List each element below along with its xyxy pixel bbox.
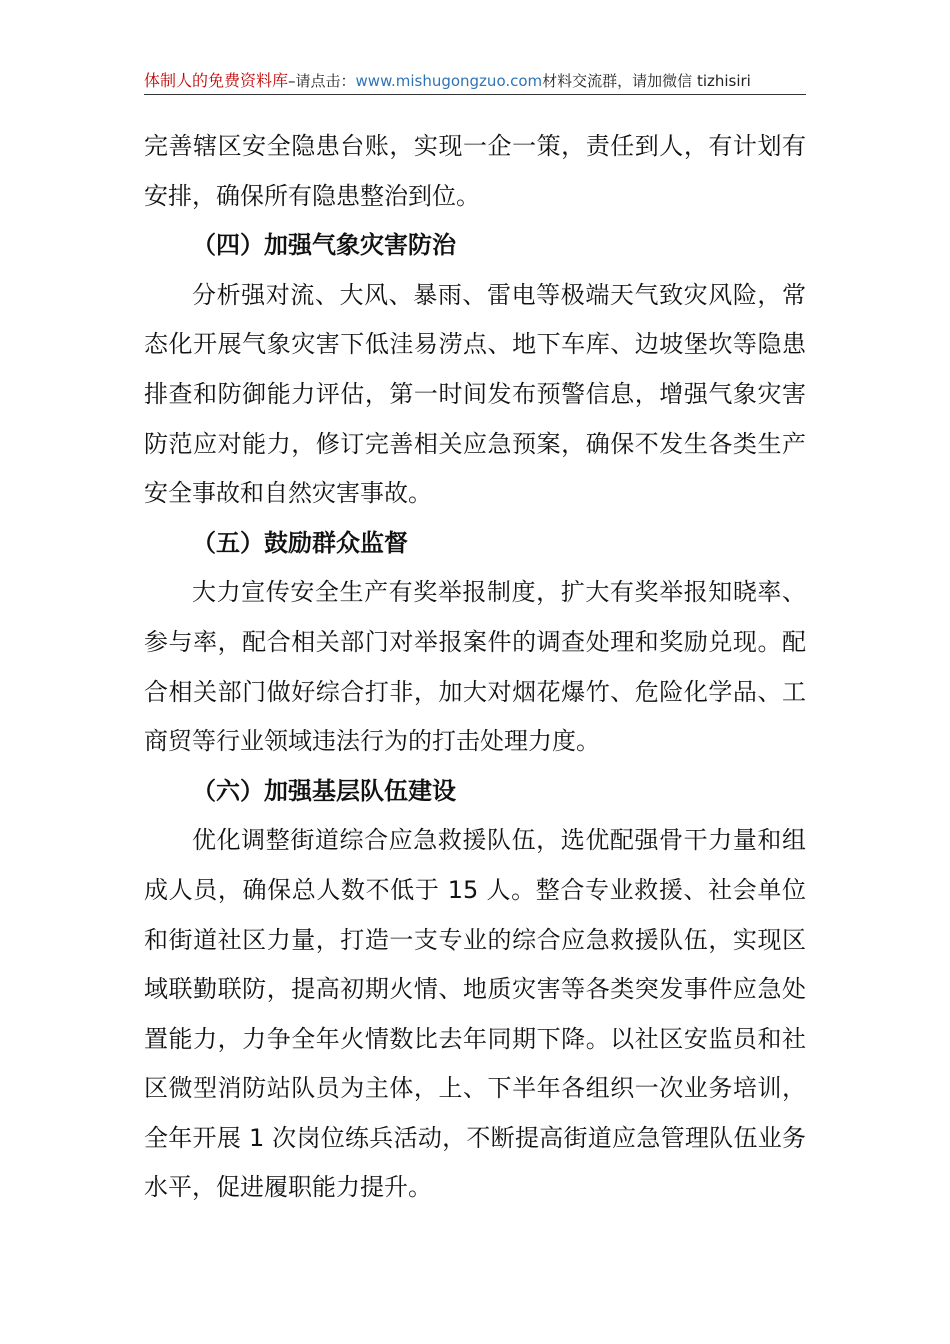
paragraph-section-6: 优化调整街道综合应急救援队伍，选优配强骨干力量和组成人员，确保总人数不低于 15 人。整合专业救援、社会单位和街道社区力量，打造一支专业的综合应急救援队伍，实现区域联勤联防，提高初期火情、地质灾害等各类突发事件应急处置能力，力争全年火情数比去年同期下降。以社区安监员和社区微型消防站队员为主体，上、下半年各组织一次业务培训，全年开展 1 次岗位练兵活动，不断提高街道应急管理队伍业务水平，促进履职能力提升。 (144, 826, 806, 1202)
document-body (144, 122, 806, 1213)
page-header (144, 68, 806, 95)
header-prompt: –请点击： (288, 72, 356, 90)
paragraph-section-5: 大力宣传安全生产有奖举报制度，扩大有奖举报知晓率、参与率，配合相关部门对举报案件的调查处理和奖励兑现。配合相关部门做好综合打非，加大对烟花爆竹、危险化学品、工商贸等行业领域违法行为的打击处理力度。 (144, 578, 806, 756)
header-url-link[interactable]: www.mishugongzuo.com (355, 72, 543, 90)
paragraph-section-4: 分析强对流、大风、暴雨、雷电等极端天气致灾风险，常态化开展气象灾害下低洼易涝点、地下车库、边坡堡坎等隐患排查和防御能力评估，第一时间发布预警信息，增强气象灾害防范应对能力，修订完善相关应急预案，确保不发生各类生产安全事故和自然灾害事故。 (144, 280, 806, 508)
header-tail: 材料交流群，请加微信 tizhisiri (542, 72, 751, 90)
section-heading-4: （四）加强气象灾害防治 (192, 231, 456, 260)
paragraph-continuation: 完善辖区安全隐患台账，实现一企一策，责任到人，有计划有安排，确保所有隐患整治到位。 (144, 132, 806, 210)
section-heading-6: （六）加强基层队伍建设 (192, 776, 456, 805)
header-brand: 体制人的免费资料库 (144, 71, 289, 90)
section-heading-5: （五）鼓励群众监督 (192, 528, 408, 557)
